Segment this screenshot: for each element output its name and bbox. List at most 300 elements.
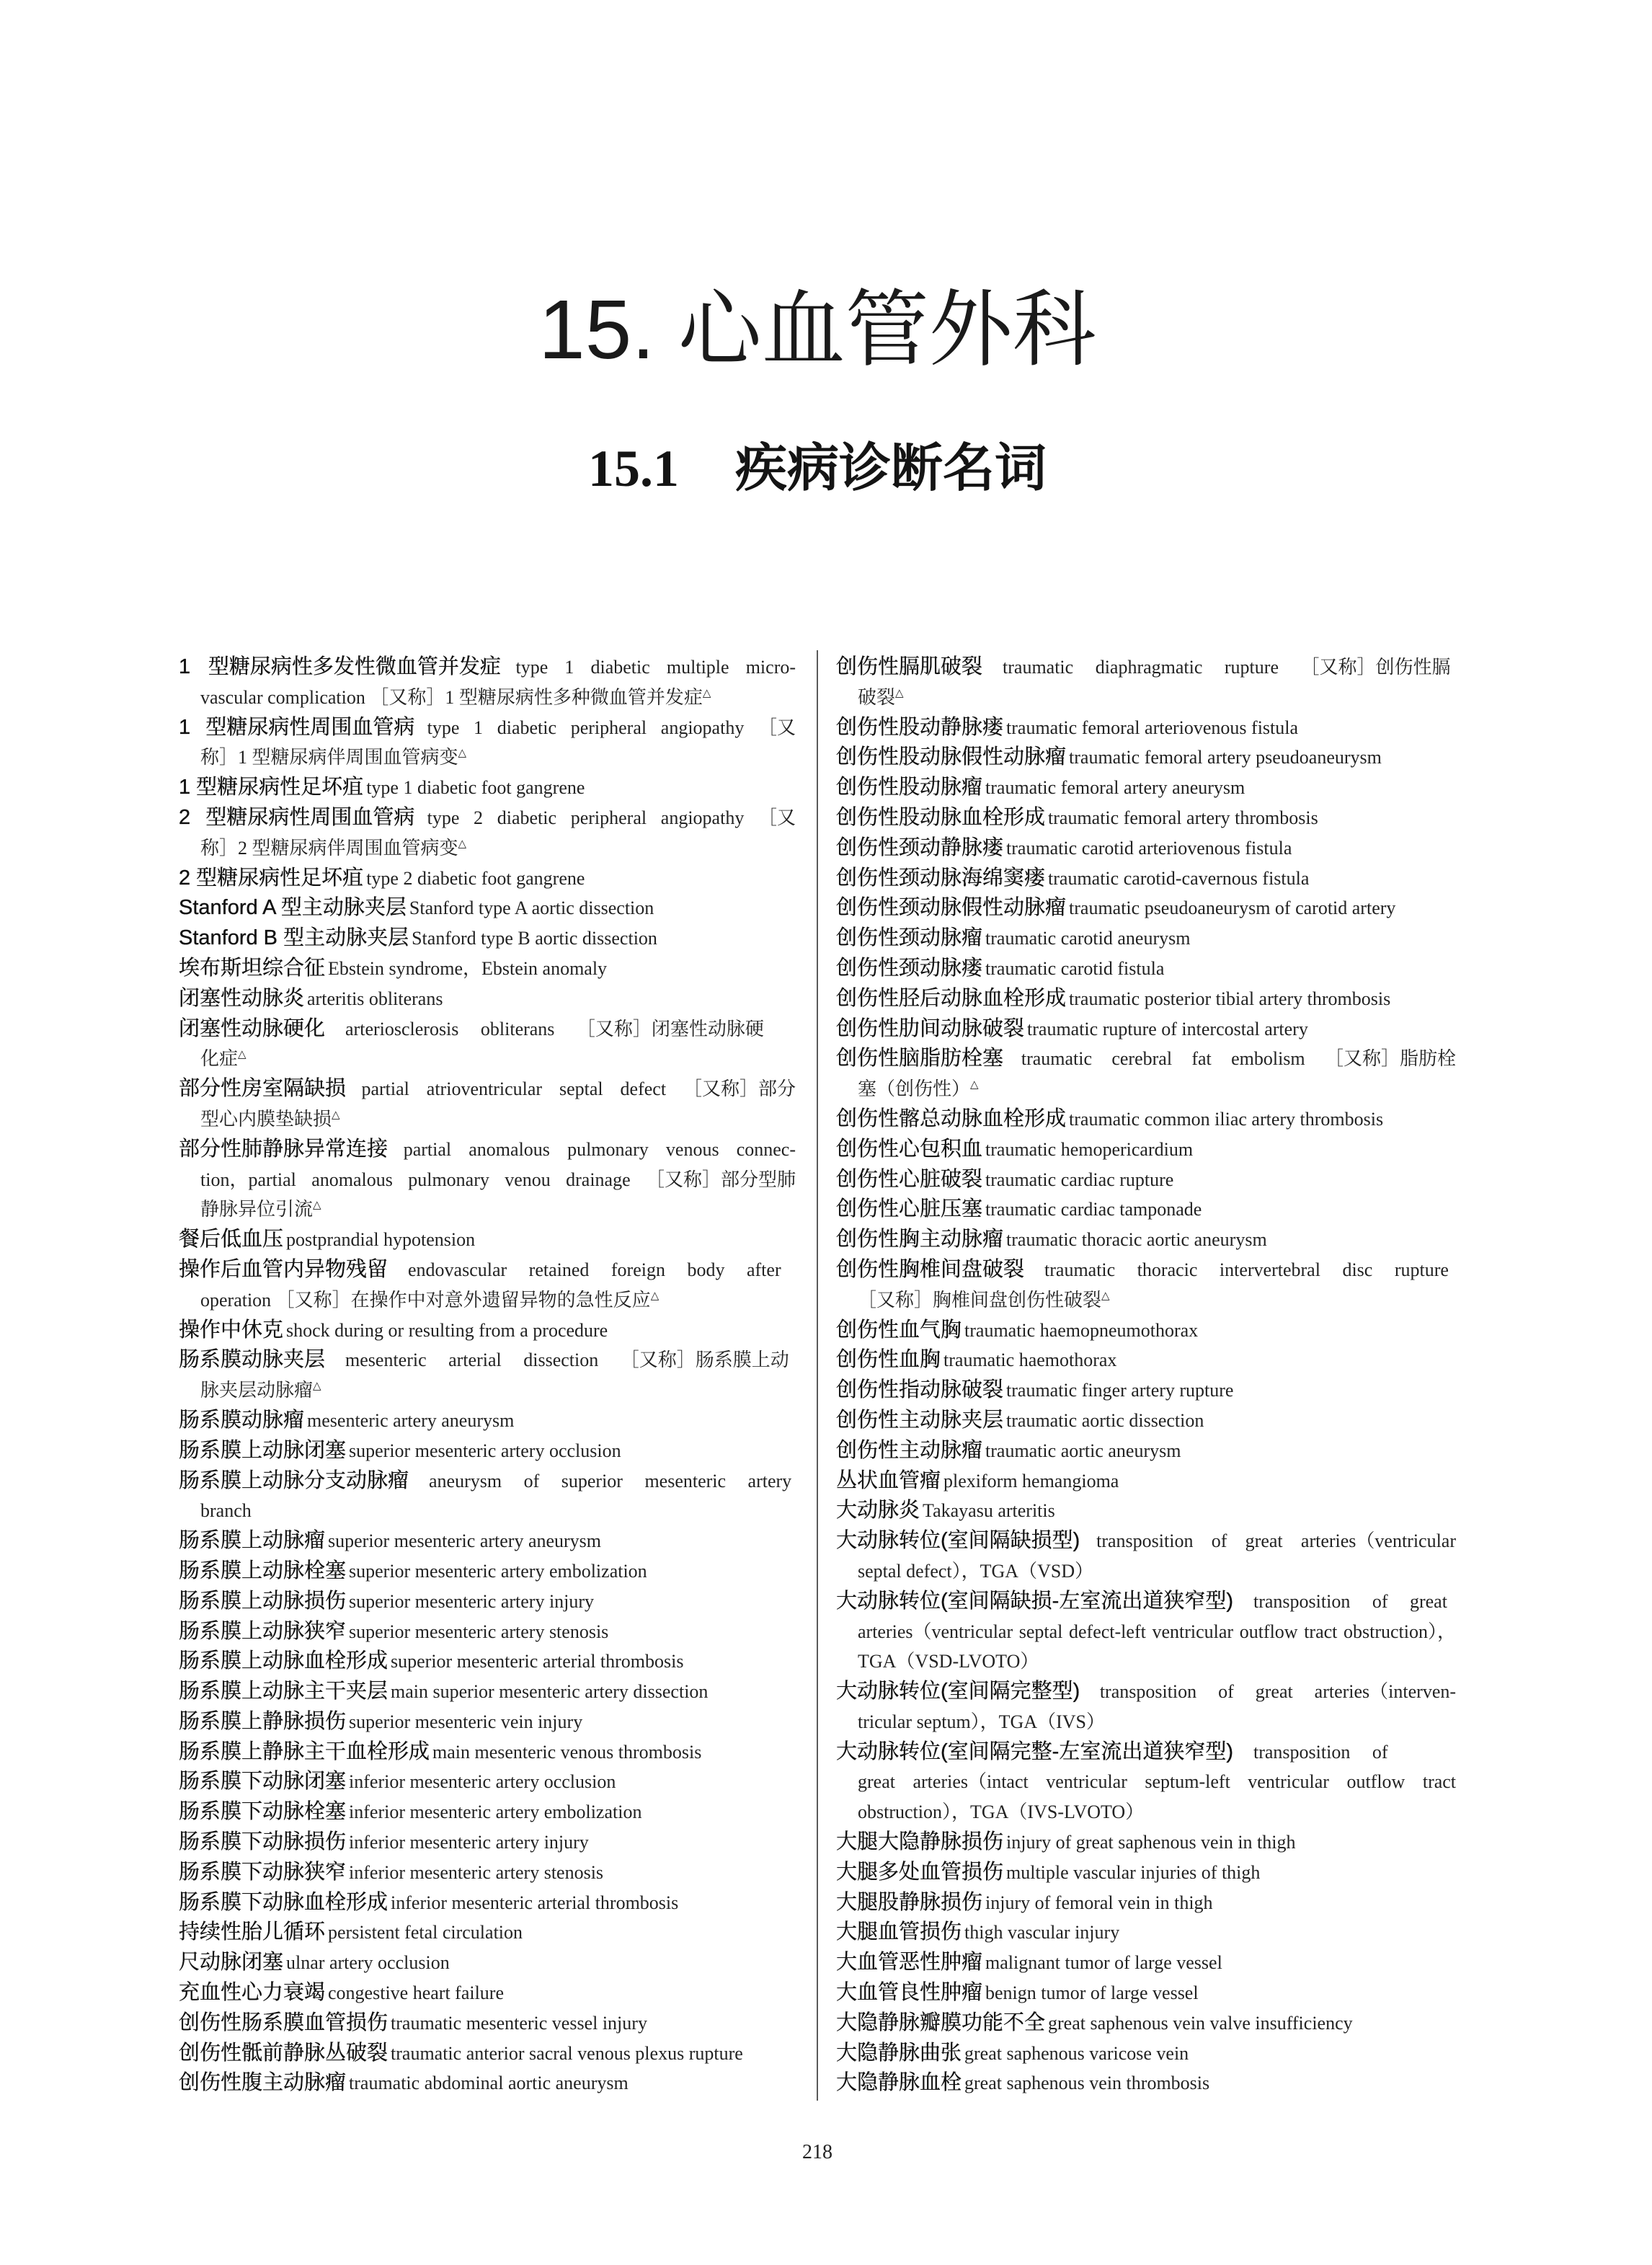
entry-text: inferior mesenteric artery injury — [349, 1832, 589, 1853]
entry-term: 餐后低血压 — [179, 1228, 284, 1251]
entry-line — [179, 652, 796, 683]
entry-text: type 2 diabetic peripheral angiopathy ［又 — [427, 807, 796, 828]
entry-line — [836, 713, 1456, 743]
entry-line-content — [200, 1194, 321, 1228]
entry-line — [836, 1827, 1456, 1858]
entry-line-content — [836, 833, 1292, 866]
entry-text: 称］1 型糖尿病伴周围血管病变△ — [200, 747, 467, 768]
entry-text: traumatic abdominal aortic aneurysm — [349, 2073, 629, 2094]
entry-text: ［又称］胸椎间盘创伤性破裂△ — [858, 1289, 1110, 1311]
entry-term: 大隐静脉曲张 — [836, 2041, 962, 2065]
glossary-entry — [836, 743, 1456, 773]
entry-line — [179, 1044, 796, 1074]
entry-line-content — [200, 1165, 796, 1198]
entry-line — [836, 864, 1456, 894]
entry-line — [179, 2008, 796, 2039]
entry-line-content — [836, 1466, 1119, 1499]
entry-line-content — [179, 954, 607, 987]
entry-line-content — [179, 923, 657, 957]
glossary-entry — [179, 1526, 796, 1556]
triangle-mark: △ — [1101, 1290, 1110, 1302]
glossary-entry — [179, 1436, 796, 1466]
entry-term: 大动脉转位(室间隔缺损型) — [836, 1529, 1080, 1553]
entry-text: transposition of great — [1253, 1590, 1447, 1612]
entry-term: 创伤性颈动脉海绵窦瘘 — [836, 866, 1046, 890]
entry-text: traumatic anterior sacral venous plexus rupture — [391, 2042, 743, 2064]
entry-term: 肠系膜上动脉闭塞 — [179, 1438, 347, 1462]
entry-text: traumatic femoral artery aneurysm — [985, 777, 1245, 799]
entry-text: septal defect），TGA（VSD） — [858, 1560, 1094, 1582]
entry-term: 1 型糖尿病性周围血管病 — [179, 715, 415, 739]
entry-text: traumatic cardiac rupture — [985, 1169, 1174, 1190]
entry-text: Stanford type B aortic dissection — [412, 928, 657, 949]
entry-text: operation ［又称］在操作中对意外遗留异物的急性反应△ — [200, 1289, 660, 1311]
entry-line-content — [836, 803, 1318, 836]
entry-text: transposition of great arteries（interven- — [1099, 1681, 1457, 1703]
entry-line-content — [836, 1104, 1383, 1138]
entry-term: 创伤性肠系膜血管损伤 — [179, 2011, 388, 2034]
glossary-entry — [836, 2068, 1456, 2098]
glossary-entry — [179, 1556, 796, 1587]
entry-line-content — [179, 1526, 601, 1559]
entry-line — [836, 1316, 1456, 1346]
entry-term: 肠系膜下动脉损伤 — [179, 1830, 347, 1854]
entry-line-content — [858, 1797, 1144, 1830]
triangle-mark: △ — [458, 838, 467, 850]
entry-line — [836, 1646, 1456, 1677]
entry-line — [179, 1948, 796, 1978]
entry-text: Ebstein syndrome，Ebstein anomaly — [328, 957, 608, 979]
entry-term: 大腿多处血管损伤 — [836, 1860, 1004, 1884]
glossary-entry — [836, 1587, 1456, 1677]
entry-text: plexiform hemangioma — [943, 1470, 1119, 1491]
glossary-entry — [836, 1436, 1456, 1466]
glossary-entry — [836, 1014, 1456, 1045]
entry-text: partial anomalous pulmonary venous connec- — [403, 1138, 796, 1160]
entry-term: 创伤性股动脉假性动脉瘤 — [836, 745, 1067, 769]
entry-text: mesenteric arterial dissection ［又称］肠系膜上动 — [345, 1349, 789, 1371]
entry-line — [836, 1194, 1456, 1225]
entry-line-content — [179, 773, 585, 806]
entry-line-content — [836, 1406, 1204, 1439]
entry-line — [836, 743, 1456, 773]
entry-text: 脉夹层动脉瘤△ — [200, 1380, 321, 1401]
entry-line-content — [179, 652, 796, 686]
entry-text: superior mesenteric artery embolization — [349, 1560, 647, 1582]
entry-text: type 1 diabetic peripheral angiopathy ［又 — [427, 717, 796, 738]
glossary-entry — [836, 713, 1456, 743]
entry-line — [179, 1255, 796, 1285]
entry-text: inferior mesenteric artery stenosis — [349, 1861, 604, 1883]
entry-text: traumatic hemopericardium — [985, 1138, 1194, 1160]
entry-term: 肠系膜上动脉主干夹层 — [179, 1680, 388, 1703]
entry-line — [836, 1496, 1456, 1526]
glossary-entry — [179, 1646, 796, 1677]
glossary-entry — [836, 954, 1456, 984]
glossary-entry — [836, 1858, 1456, 1888]
glossary-entry — [179, 773, 796, 803]
entry-line-content — [836, 713, 1298, 746]
entry-text: tion，partial anomalous pulmonary venou drainage ［又称］部分型肺 — [200, 1169, 796, 1190]
entry-term: 肠系膜上静脉主干血栓形成 — [179, 1739, 430, 1763]
entry-term: 创伤性主动脉瘤 — [836, 1438, 983, 1462]
glossary-entry — [836, 864, 1456, 894]
entry-term: 1 型糖尿病性多发性微血管并发症 — [179, 655, 501, 678]
glossary-entry — [179, 1827, 796, 1858]
entry-line — [836, 683, 1456, 713]
glossary-entry — [179, 2068, 796, 2098]
entry-text: traumatic carotid aneurysm — [985, 928, 1191, 949]
entry-text: 称］2 型糖尿病伴周围血管病变△ — [200, 837, 467, 859]
glossary-entry — [836, 2008, 1456, 2039]
entry-term: 1 型糖尿病性足坏疽 — [179, 776, 364, 799]
entry-text: injury of femoral vein in thigh — [985, 1892, 1213, 1913]
entry-line — [836, 1104, 1456, 1135]
entry-text: type 2 diabetic foot gangrene — [366, 867, 585, 889]
entry-text: obstruction），TGA（IVS-LVOTO） — [858, 1801, 1145, 1823]
entry-line — [179, 2068, 796, 2098]
entry-term: 闭塞性动脉炎 — [179, 986, 305, 1010]
entry-line-content — [179, 1978, 504, 2011]
entry-text: traumatic posterior tibial artery thrombosis — [1069, 988, 1391, 1009]
entry-line — [179, 1496, 796, 1526]
entry-line — [179, 1827, 796, 1858]
entry-line — [836, 652, 1456, 683]
entry-line-content — [836, 1827, 1296, 1861]
entry-line — [836, 1074, 1456, 1104]
triangle-mark: △ — [895, 687, 904, 699]
entry-term: 大隐静脉瓣膜功能不全 — [836, 2011, 1046, 2034]
entry-line — [179, 713, 796, 743]
triangle-mark: △ — [313, 1380, 321, 1393]
entry-line — [836, 1526, 1456, 1556]
entry-line-content — [179, 1617, 608, 1650]
glossary-entry — [836, 833, 1456, 864]
glossary-entry — [836, 1104, 1456, 1135]
entry-term: 创伤性血气胸 — [836, 1318, 962, 1342]
entry-term: 创伤性心包积血 — [836, 1137, 983, 1161]
entry-text: 静脉异位引流△ — [200, 1199, 321, 1220]
entry-line — [179, 1014, 796, 1045]
glossary-entry — [836, 2039, 1456, 2069]
glossary-entry — [179, 1316, 796, 1346]
glossary-entry — [836, 1165, 1456, 1195]
entry-term: 创伤性股动脉血栓形成 — [836, 805, 1046, 829]
entry-line — [179, 1104, 796, 1135]
entry-line-content — [836, 1496, 1055, 1529]
entry-line — [179, 1587, 796, 1617]
glossary-entry — [179, 1074, 796, 1135]
glossary-entry — [179, 1406, 796, 1436]
entry-text: superior mesenteric artery stenosis — [349, 1621, 609, 1642]
entry-term: 创伤性骶前静脉丛破裂 — [179, 2041, 388, 2065]
entry-line-content — [179, 2008, 647, 2042]
entry-text: congestive heart failure — [328, 1982, 505, 2004]
entry-term: 创伤性脑脂肪栓塞 — [836, 1047, 1004, 1071]
entry-text: superior mesenteric artery aneurysm — [328, 1530, 602, 1552]
glossary-entry — [179, 1797, 796, 1827]
entry-line — [836, 1165, 1456, 1195]
entry-term: 创伤性胫后动脉血栓形成 — [836, 986, 1067, 1010]
entry-term: 2 型糖尿病性足坏疽 — [179, 866, 364, 890]
entry-line-content — [179, 1406, 514, 1439]
entry-text: great saphenous varicose vein — [964, 2042, 1189, 2064]
entry-line-content — [179, 803, 796, 836]
entry-line-content — [858, 1767, 1456, 1800]
section-number: 15.1 — [587, 440, 679, 497]
entry-text: 化症△ — [200, 1048, 247, 1070]
entry-line — [836, 1677, 1456, 1707]
entry-line-content — [179, 1646, 684, 1680]
entry-term: 肠系膜动脉夹层 — [179, 1348, 326, 1372]
column-divider — [817, 650, 818, 2101]
entry-term: 创伤性膈肌破裂 — [836, 655, 983, 678]
entry-term: 肠系膜下动脉狭窄 — [179, 1860, 347, 1884]
entry-line — [179, 1316, 796, 1346]
glossary-entry — [836, 1827, 1456, 1858]
entry-text: thigh vascular injury — [964, 1922, 1120, 1943]
entry-term: 创伤性胸椎间盘破裂 — [836, 1257, 1025, 1281]
entry-term: 丛状血管瘤 — [836, 1468, 941, 1492]
entry-term: 大动脉转位(室间隔完整型) — [836, 1680, 1080, 1703]
entry-line — [179, 1074, 796, 1104]
entry-line-content — [858, 1285, 1110, 1318]
entry-line — [179, 1194, 796, 1225]
entry-line-content — [836, 1978, 1199, 2011]
entry-text: TGA（VSD-LVOTO） — [858, 1651, 1039, 1672]
entry-line-content — [179, 1587, 594, 1620]
entry-line-content — [179, 1918, 523, 1951]
entry-line — [836, 1375, 1456, 1406]
entry-line — [836, 1466, 1456, 1497]
entry-line-content — [200, 743, 466, 776]
entry-line — [836, 1014, 1456, 1045]
entry-term: 大动脉转位(室间隔完整-左室流出道狭窄型) — [836, 1739, 1233, 1763]
entry-text: traumatic rupture of intercostal artery — [1027, 1018, 1308, 1040]
glossary-entry — [836, 1677, 1456, 1737]
entry-text: transposition of — [1253, 1741, 1388, 1763]
entry-text: arteritis obliterans — [307, 988, 443, 1009]
glossary-entry — [836, 652, 1456, 713]
entry-line — [836, 1556, 1456, 1587]
entry-term: 大腿血管损伤 — [836, 1920, 962, 1944]
glossary-entry — [836, 1255, 1456, 1316]
entry-line-content — [858, 1074, 979, 1107]
glossary-entry — [836, 1737, 1456, 1827]
entry-line-content — [836, 1194, 1202, 1228]
entry-line — [179, 923, 796, 954]
entry-line-content — [200, 1496, 252, 1529]
entry-line-content — [179, 713, 796, 746]
entry-line — [836, 2008, 1456, 2039]
glossary-entry — [179, 1255, 796, 1316]
entry-term: 肠系膜上静脉损伤 — [179, 1709, 347, 1733]
entry-term: 大腿大隐静脉损伤 — [836, 1830, 1004, 1854]
entry-term: 创伤性胸主动脉瘤 — [836, 1228, 1004, 1251]
entry-line-content — [836, 1044, 1456, 1077]
entry-line-content — [836, 893, 1395, 926]
entry-term: 创伤性颈动静脉瘘 — [836, 835, 1004, 859]
entry-line — [836, 1044, 1456, 1074]
entry-term: 创伤性髂总动脉血栓形成 — [836, 1107, 1067, 1130]
entry-term: 操作后血管内异物残留 — [179, 1257, 388, 1281]
entry-line-content — [836, 2008, 1353, 2042]
entry-line — [179, 1375, 796, 1406]
entry-text: 破裂△ — [858, 686, 904, 708]
entry-term: Stanford A 型主动脉夹层 — [179, 896, 407, 920]
entry-line-content — [179, 1345, 789, 1378]
entry-text: persistent fetal circulation — [328, 1922, 523, 1943]
entry-line — [179, 1436, 796, 1466]
entry-line-content — [858, 1707, 1105, 1740]
entry-term: 大隐静脉血栓 — [836, 2071, 962, 2095]
entry-line — [836, 893, 1456, 923]
entry-line — [179, 1767, 796, 1797]
entry-line — [836, 1225, 1456, 1255]
entry-text: traumatic femoral arteriovenous fistula — [1006, 717, 1299, 738]
entry-text: multiple vascular injuries of thigh — [1006, 1861, 1261, 1883]
glossary-entry — [836, 1044, 1456, 1104]
entry-line — [179, 1797, 796, 1827]
entry-term: 大腿股静脉损伤 — [836, 1890, 983, 1914]
glossary-entry — [179, 1918, 796, 1948]
glossary-entry — [836, 1345, 1456, 1375]
entry-line — [836, 954, 1456, 984]
entry-text: traumatic finger artery rupture — [1006, 1380, 1234, 1401]
entry-line — [836, 1345, 1456, 1375]
entry-line-content — [836, 1375, 1233, 1409]
entry-line — [179, 1526, 796, 1556]
entry-line — [179, 683, 796, 713]
glossary-entry — [179, 1858, 796, 1888]
entry-line-content — [836, 984, 1390, 1017]
triangle-mark: △ — [458, 748, 467, 760]
entry-text: inferior mesenteric arterial thrombosis — [391, 1892, 679, 1913]
left-column — [179, 652, 796, 2098]
triangle-mark: △ — [702, 687, 711, 699]
entry-line-content — [836, 1888, 1213, 1921]
entry-line-content — [200, 833, 466, 866]
entry-term: 肠系膜上动脉狭窄 — [179, 1619, 347, 1643]
entry-text: traumatic haemothorax — [943, 1349, 1117, 1371]
glossary-entry — [836, 1225, 1456, 1255]
entry-line-content — [179, 1677, 708, 1710]
entry-line-content — [179, 1135, 796, 1168]
triangle-mark: △ — [970, 1079, 979, 1091]
entry-text: 型心内膜垫缺损△ — [200, 1108, 340, 1130]
entry-term: 埃布斯坦综合征 — [179, 956, 326, 980]
glossary-entry — [179, 864, 796, 894]
entry-line — [836, 1285, 1456, 1316]
entry-line — [836, 1436, 1456, 1466]
entry-text: traumatic mesenteric vessel injury — [391, 2012, 647, 2034]
glossary-entry — [836, 923, 1456, 954]
entry-text: traumatic cardiac tamponade — [985, 1199, 1202, 1220]
entry-line-content — [200, 1285, 659, 1318]
entry-line — [836, 984, 1456, 1014]
glossary-entry — [179, 1677, 796, 1707]
entry-text: traumatic pseudoaneurysm of carotid artery — [1069, 897, 1396, 919]
entry-line — [179, 1345, 796, 1375]
entry-text: Stanford type A aortic dissection — [409, 897, 654, 919]
entry-line — [836, 1918, 1456, 1948]
glossary-entry — [179, 1948, 796, 1978]
entry-text: partial atrioventricular septal defect ［又称］部分 — [361, 1078, 796, 1100]
entry-line — [179, 1918, 796, 1948]
entry-line — [836, 923, 1456, 954]
entry-text: endovascular retained foreign body after — [408, 1259, 781, 1280]
glossary-entry — [836, 1375, 1456, 1406]
entry-text: mesenteric artery aneurysm — [307, 1409, 515, 1431]
entry-line-content — [836, 1587, 1447, 1620]
entry-text: main superior mesenteric artery dissection — [391, 1681, 709, 1703]
entry-line — [179, 1707, 796, 1737]
glossary-entry — [179, 652, 796, 713]
entry-text: superior mesenteric vein injury — [349, 1711, 583, 1732]
entry-term: 2 型糖尿病性周围血管病 — [179, 805, 415, 829]
entry-line-content — [836, 652, 1450, 686]
entry-line-content — [836, 773, 1245, 806]
triangle-mark: △ — [650, 1290, 660, 1302]
entry-term: 部分性肺静脉异常连接 — [179, 1137, 388, 1161]
entry-line — [179, 1135, 796, 1165]
entry-term: 操作中休克 — [179, 1318, 284, 1342]
glossary-entry — [179, 1617, 796, 1647]
entry-line-content — [200, 1375, 321, 1409]
glossary-entry — [836, 1194, 1456, 1225]
entry-line-content — [179, 893, 654, 926]
entry-term: Stanford B 型主动脉夹层 — [179, 926, 409, 950]
glossary-entry — [179, 1466, 796, 1527]
right-column — [836, 652, 1456, 2098]
entry-term: 创伤性颈动脉瘘 — [836, 956, 983, 980]
glossary-entry — [179, 803, 796, 864]
entry-line-content — [179, 864, 585, 897]
entry-line-content — [858, 1617, 1456, 1650]
entry-term: 肠系膜下动脉栓塞 — [179, 1800, 347, 1824]
entry-line — [179, 1617, 796, 1647]
entry-line-content — [836, 1165, 1173, 1198]
entry-line-content — [836, 2039, 1189, 2072]
entry-line-content — [858, 683, 904, 716]
entry-line-content — [836, 1436, 1181, 1469]
entry-line — [179, 1737, 796, 1768]
entry-line-content — [836, 1255, 1449, 1288]
section-title: 疾病诊断名词 — [734, 440, 1047, 497]
glossary-entry — [179, 1225, 796, 1255]
entry-line-content — [858, 1556, 1093, 1590]
entry-line-content — [836, 1677, 1456, 1710]
glossary-entry — [179, 1014, 796, 1075]
glossary-entry — [179, 923, 796, 954]
entry-text: traumatic thoracic intervertebral disc rupture — [1044, 1259, 1449, 1280]
glossary-entry — [179, 1978, 796, 2008]
entry-line-content — [836, 1345, 1116, 1378]
glossary-entry — [179, 1707, 796, 1737]
entry-line — [179, 1978, 796, 2008]
entry-line — [836, 833, 1456, 864]
entry-term: 肠系膜上动脉血栓形成 — [179, 1649, 388, 1673]
entry-line-content — [836, 864, 1309, 897]
entry-line — [179, 743, 796, 773]
entry-text: inferior mesenteric artery embolization — [349, 1801, 642, 1823]
entry-text: superior mesenteric artery injury — [349, 1590, 595, 1612]
entry-text: 塞（创伤性）△ — [858, 1078, 979, 1100]
entry-text: traumatic carotid arteriovenous fistula — [1006, 837, 1292, 859]
glossary-entry — [179, 2039, 796, 2069]
entry-text: malignant tumor of large vessel — [985, 1952, 1222, 1974]
entry-line-content — [836, 743, 1382, 776]
